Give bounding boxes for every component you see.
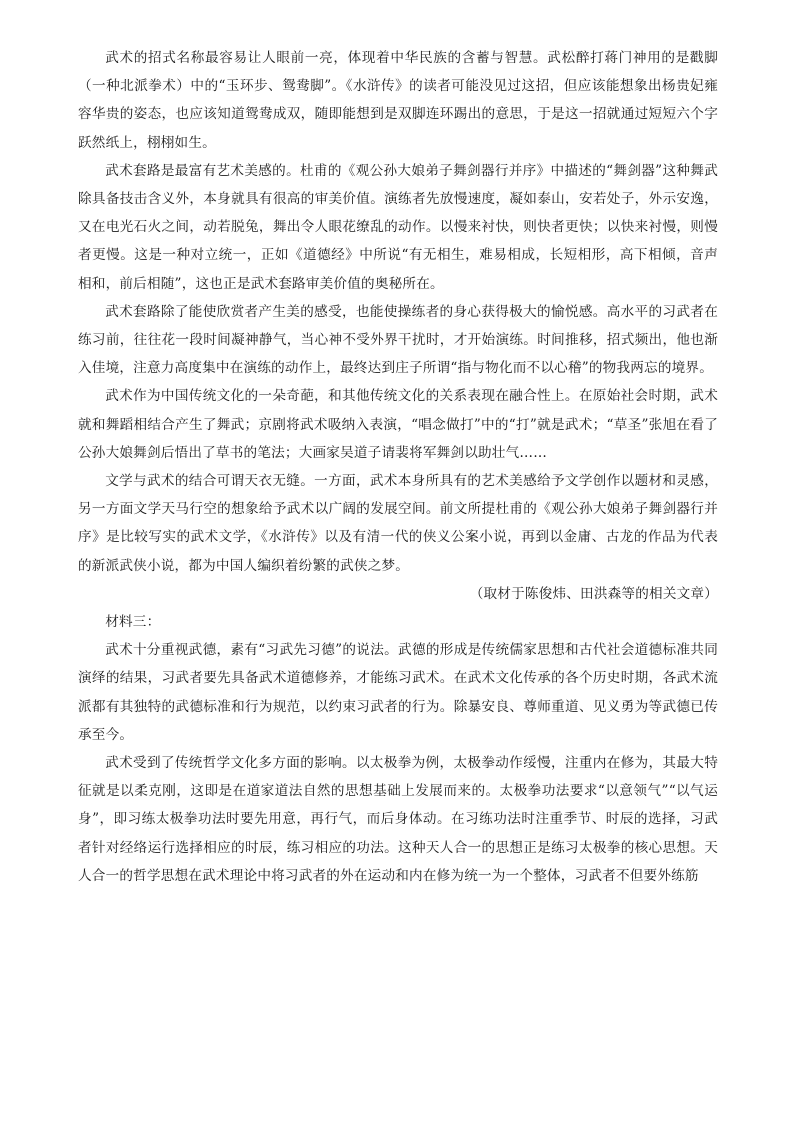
paragraph-practitioner-pleasure: 武术套路除了能使欣赏者产生美的感受，也能使操练者的身心获得极大的愉悦感。高水平的习武者在练习前，往往花一段时间凝神静气，当心神不受外界干扰时，才开始演练。时间推移，招式频出，他也渐入佳境，注意力高度集中在演练的动作上，最终达到庄子所谓“指与物化而不以心稽”的物我两忘的境界。 [78, 303, 718, 377]
paragraph-martial-arts-routines-beauty: 武术套路是最富有艺术美感的。杜甫的《观公孙大娘弟子舞剑器行并序》中描述的“舞剑器”这种舞武除具备技击含义外，本身就具有很高的审美价值。演练者先放慢速度，凝如泰山，安若处子，外示安逸，又在电光石火之间，动若脱兔，舞出令人眼花缭乱的动作。以慢来衬快，则快者更快；以快来衬慢，则慢者更慢。这是一种对立统一，正如《道德经》中所说“有无相生，难易相成，长短相形，高下相倾，音声相和，前后相随”，这也正是武术套路审美价值的奥秘所在。 [78, 162, 718, 292]
paragraph-philosophy-influence: 武术受到了传统哲学文化多方面的影响。以太极拳为例，太极拳动作绥慢，注重内在修为，其最大特征就是以柔克刚，这即是在道家道法自然的思想基础上发展而来的。太极拳功法要求“以意领气”“以气运身”，即习练太极拳功法时要先用意，再行气，而后身体动。在习练功法时注重季节、时辰的选择，习武者针对经络运行选择相应的时辰，练习相应的功法。这种天人合一的思想正是练习太极拳的核心思想。天人合一的哲学思想在武术理论中将习武者的外在运动和内在修为统一为一个整体，习武者不但要外练筋 [78, 755, 718, 884]
paragraph-literature-and-martial-arts: 文学与武术的结合可谓天衣无缝。一方面，武术本身所具有的艺术美感给予文学创作以题材和灵感，另一方面文学天马行空的想象给予武术以广阔的发展空间。前文所提杜甫的《观公孙大娘弟子舞剑器行并序》是比较写实的武术文学，《水浒传》以及有清一代的侠义公案小说，再到以金庸、古龙的作品为代表的新派武侠小说，都为中国人编织着纷繁的武侠之梦。 [78, 473, 718, 574]
paragraph-cultural-fusion: 武术作为中国传统文化的一朵奇葩，和其他传统文化的关系表现在融合性上。在原始社会时期，武术就和舞蹈相结合产生了舞武；京剧将武术吸纳入表演，“唱念做打”中的“打”就是武术；“草圣”张旭在看了公孙大娘舞剑后悟出了草书的笔法；大画家吴道子请裴将军舞剑以助壮气…… [78, 388, 718, 461]
document-page [78, 44, 718, 890]
source-citation: （取材于陈俊炜、田洪森等的相关文章） [469, 585, 718, 602]
paragraph-martial-ethics: 武术十分重视武德，素有“习武先习德”的说法。武德的形成是传统儒家思想和古代社会道德标准共同演绎的结果，习武者要先具备武术道德修养，才能练习武术。在武术文化传承的各个历史时期，各武术流派都有其独特的武德标准和行为规范，以约束习武者的行为。除暴安良、尊师重道、见义勇为等武德已传承至今。 [78, 642, 718, 743]
paragraph-martial-arts-move-names: 武术的招式名称最容易让人眼前一亮，体现着中华民族的含蓄与智慧。武松醉打蒋门神用的是戳脚（一种北派拳术）中的“玉环步、鸳鸯脚”。《水浒传》的读者可能没见过这招，但应该能想象出杨贵妃雍容华贵的姿态，也应该知道鸳鸯成双，随即能想到是双脚连环踢出的意思，于是这一招就通过短短六个字跃然纸上，栩栩如生。 [78, 50, 718, 151]
section-label-material-three: 材料三： [105, 614, 161, 631]
